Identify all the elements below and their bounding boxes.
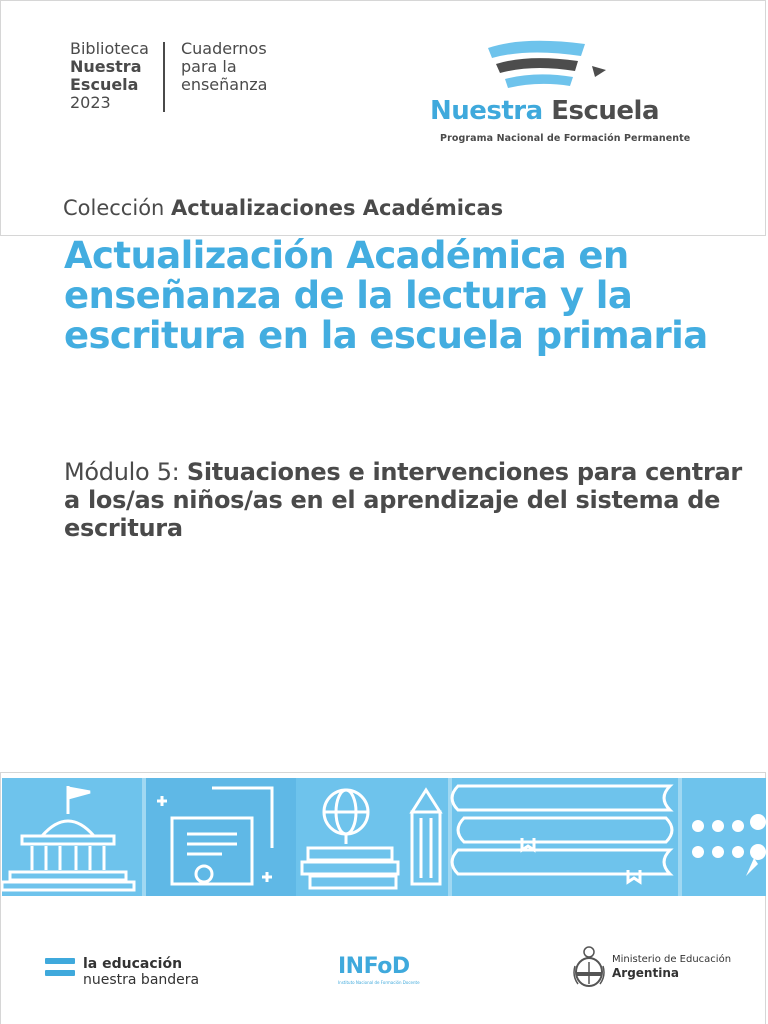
- program-subtitle: Programa Nacional de Formación Permanente: [440, 133, 691, 144]
- notebooks-line1: Cuadernos: [180, 39, 267, 58]
- nuestra-escuela-logo-icon: [428, 36, 678, 96]
- pencil-icon: [412, 790, 440, 884]
- module-prefix: Módulo 5:: [64, 458, 180, 486]
- library-year: 2023: [70, 93, 111, 112]
- ministry-text: [612, 954, 731, 980]
- program-name: [430, 96, 659, 126]
- government-building-icon: [2, 786, 134, 890]
- program-name-part2: Escuela: [551, 96, 659, 126]
- argentina-coat-of-arms-icon: [572, 944, 606, 988]
- collection-name: Actualizaciones Académicas: [171, 196, 504, 220]
- globe-books-icon: [302, 790, 398, 888]
- notebooks-label: [165, 40, 267, 112]
- education-slogan-line1: la educación: [83, 956, 183, 972]
- infod-logo: [338, 954, 428, 985]
- notebooks-line3: enseñanza: [180, 75, 268, 94]
- notebooks-line2: para la: [180, 57, 237, 76]
- illustration-banner: [2, 778, 766, 896]
- flag-bars-icon: [45, 958, 75, 982]
- quotation-marks-icon: [692, 814, 766, 876]
- library-line2: Nuestra: [70, 57, 142, 76]
- collection-prefix: Colección: [63, 196, 165, 220]
- module-name: Situaciones e intervenciones para centrar a los/as niños/as en el aprendizaje del sistema de escritura: [64, 458, 742, 542]
- module-heading: [64, 458, 754, 542]
- series-block: [70, 40, 267, 112]
- ministry-line1: Ministerio de Educación: [612, 954, 732, 965]
- library-line1: Biblioteca: [70, 39, 149, 58]
- ministry-line2: Argentina: [612, 966, 679, 980]
- infod-name: INFoD: [338, 954, 410, 979]
- education-slogan: [83, 956, 199, 988]
- library-line3: Escuela: [70, 75, 139, 94]
- education-slogan-line2: nuestra bandera: [83, 972, 200, 988]
- program-name-part1: Nuestra: [430, 96, 543, 126]
- page-title: Actualización Académica en enseñanza de la lectura y la escritura en la escuela primaria: [64, 234, 708, 357]
- collection-label: [63, 196, 503, 220]
- stacked-books-icon: [452, 786, 672, 882]
- infod-subtitle: Instituto Nacional de Formación Docente: [338, 980, 420, 985]
- library-label: [70, 40, 163, 112]
